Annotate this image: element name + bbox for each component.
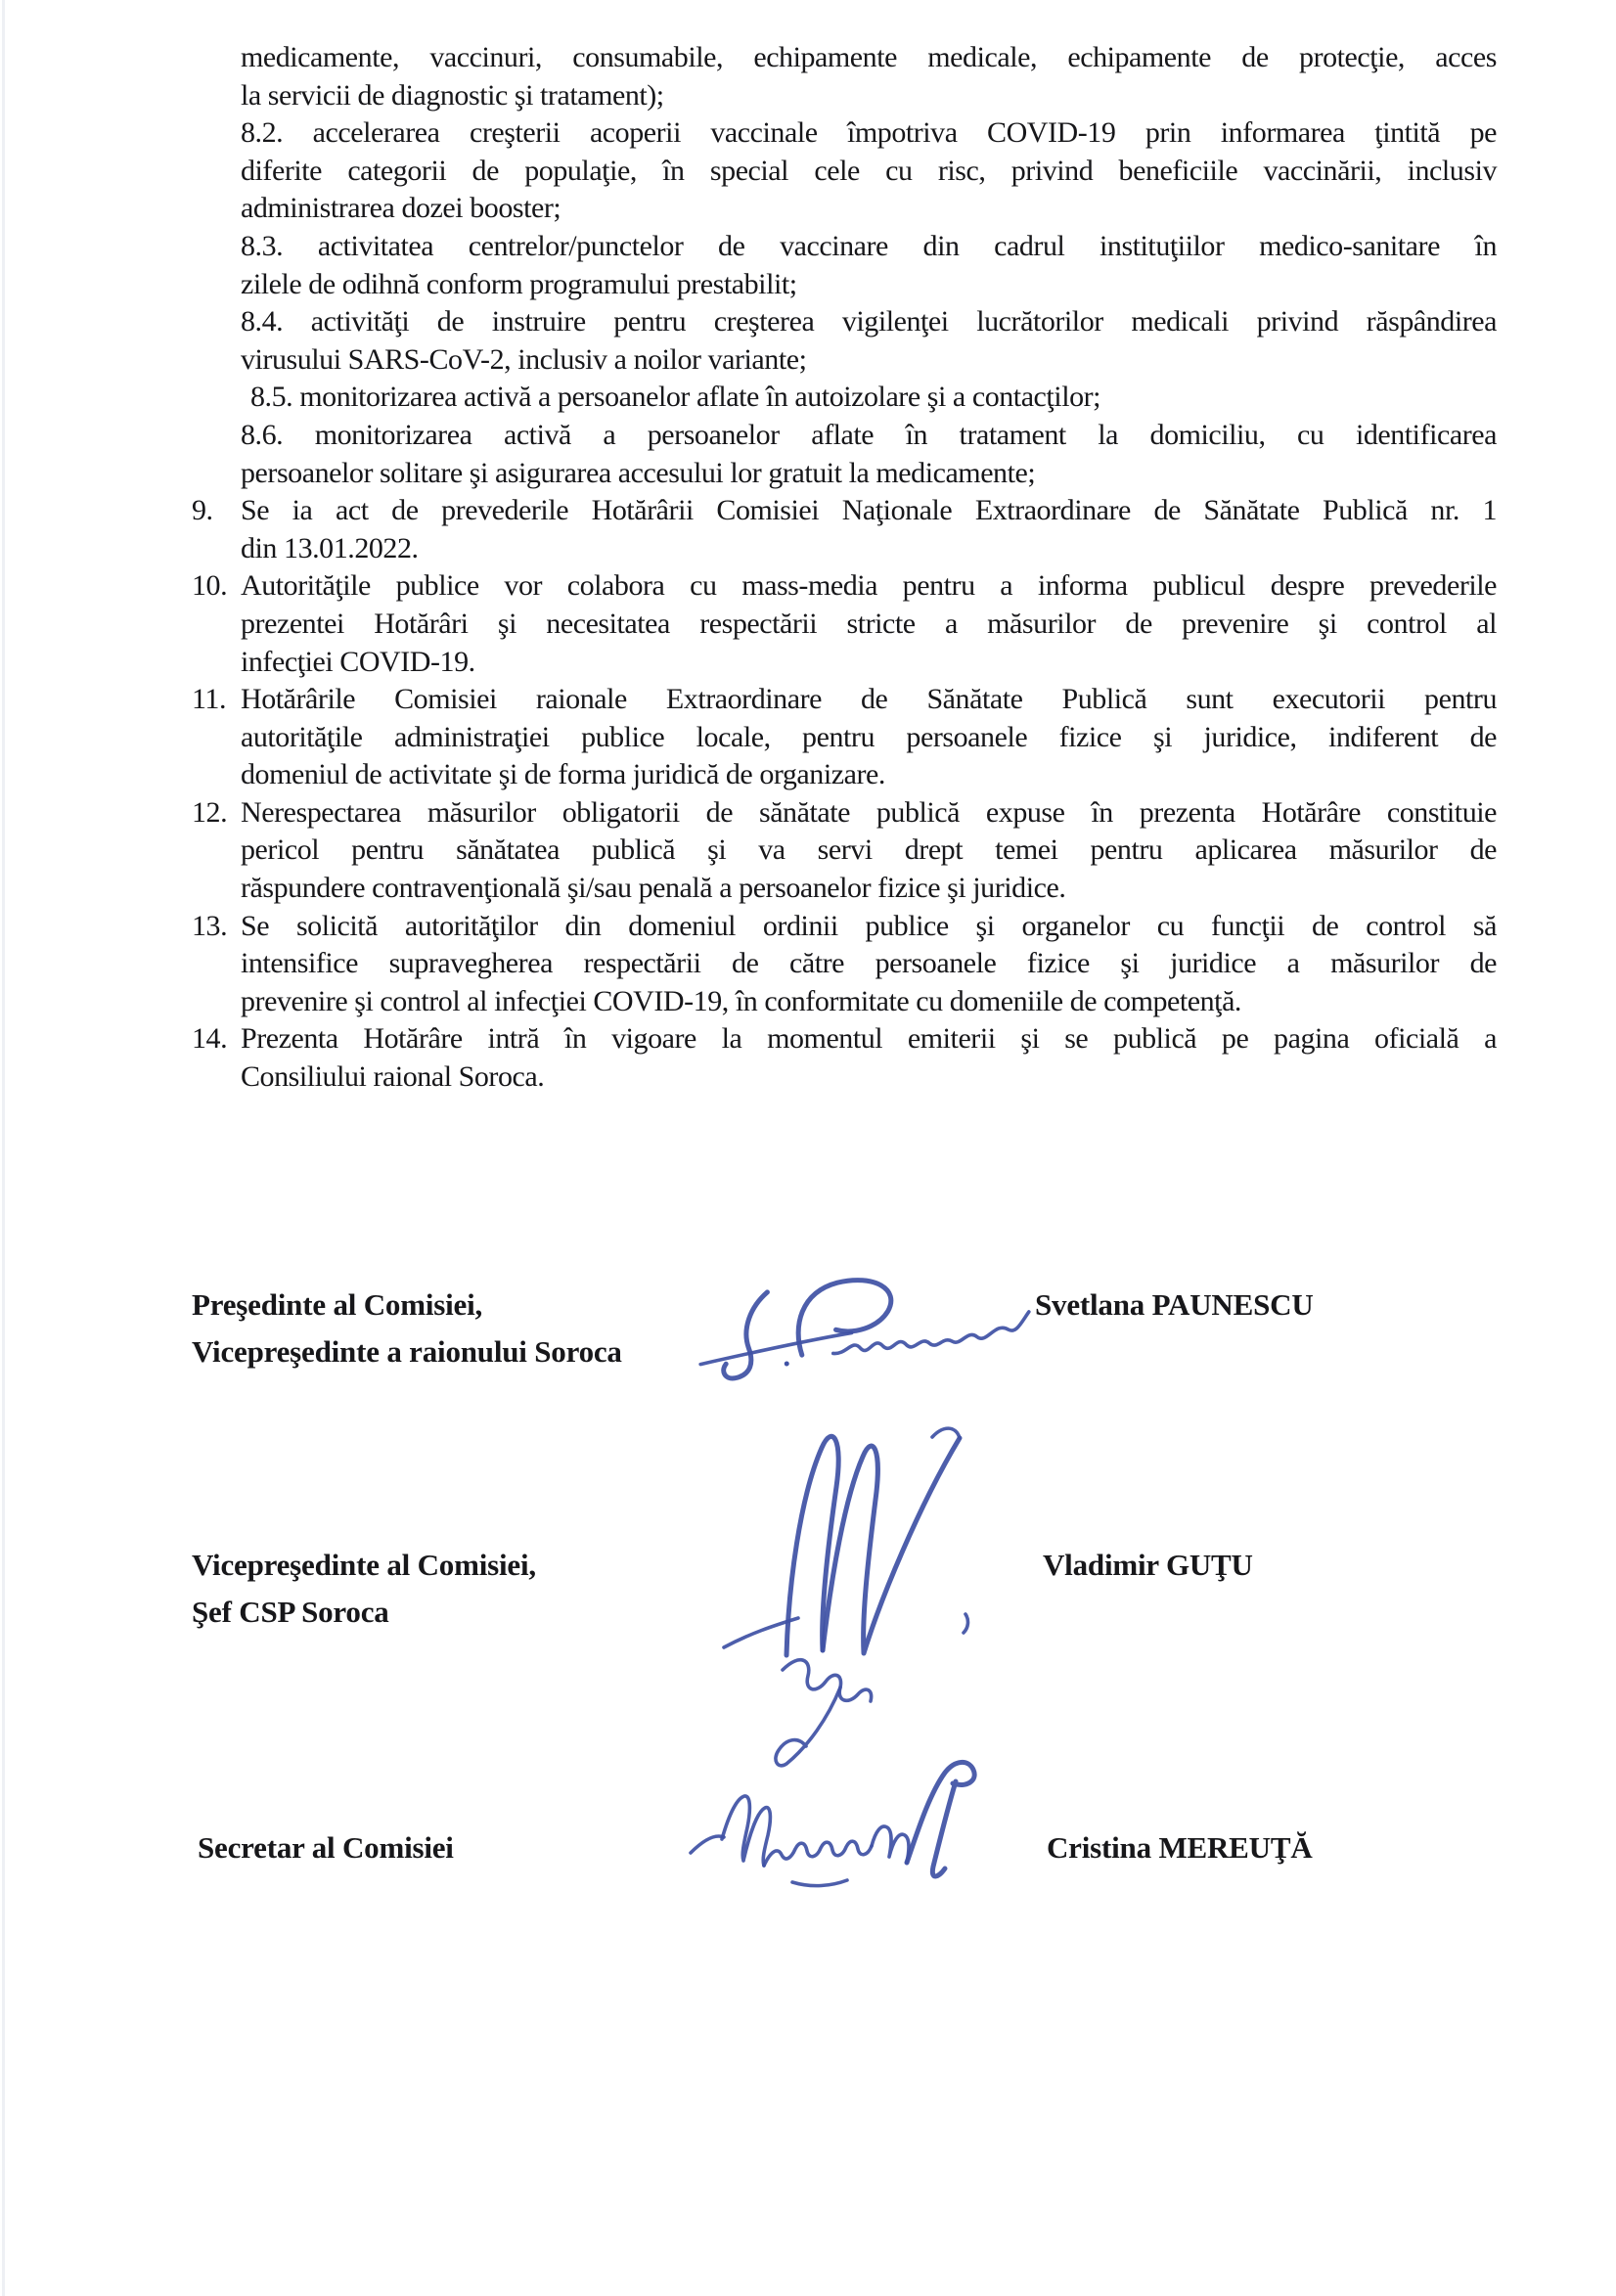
item-number: 8.4.: [241, 305, 284, 338]
item-number: 14.: [192, 1022, 228, 1056]
text-line: Se solicită autorităţilor din domeniul ordinii publice şi organelor cu funcţii de control să: [241, 909, 1497, 942]
item-number: 10.: [192, 569, 228, 603]
text-line: Consiliului raional Soroca.: [241, 1060, 545, 1094]
text-line: la servicii de diagnostic şi tratament);: [241, 78, 664, 112]
item-text: [241, 908, 1497, 1021]
signatory-name: Cristina MEREUŢĂ: [1047, 1830, 1313, 1865]
sub-item-8-4: [241, 303, 1497, 379]
text-line: [241, 114, 1497, 153]
text-line: virusului SARS-CoV-2, inclusiv a noilor variante;: [241, 342, 807, 376]
signature-block-1-titles: [192, 1282, 622, 1375]
text-line-body: monitorizarea activă a persoanelor aflate în tratament la domiciliu, cu identificarea: [314, 418, 1497, 451]
text-line: Prezenta Hotărâre intră în vigoare la momentul emiterii şi se publică pe pagina oficială a: [241, 1022, 1497, 1056]
text-line-body: monitorizarea activă a persoanelor aflate în autoizolare şi a contacţilor;: [299, 381, 1101, 414]
text-line: [241, 303, 1497, 341]
numbered-item-10: [192, 567, 1497, 681]
item-number: 8.2.: [241, 116, 284, 150]
numbered-item-12: [192, 794, 1497, 908]
signatory-title: Vicepreşedinte al Comisiei,: [192, 1548, 536, 1582]
text-line: prezentei Hotărâri şi necesitatea respectării stricte a măsurilor de prevenire şi control al: [241, 607, 1497, 640]
numbered-item-13: [192, 908, 1497, 1021]
text-line: domeniul de activitate şi de forma juridică de organizare.: [241, 758, 885, 791]
item-text: [241, 794, 1497, 908]
text-line-body: activităţi de instruire pentru creşterea vigilenţei lucrătorilor medicali privind răspândirea: [310, 305, 1497, 338]
signatory-name: Vladimir GUŢU: [1043, 1548, 1253, 1582]
text-line: diferite categorii de populaţie, în special cele cu risc, privind beneficiile vaccinării, inclusiv: [241, 154, 1497, 187]
text-line: Se ia act de prevederile Hotărârii Comisiei Naţionale Extraordinare de Sănătate Publică nr. 1: [241, 494, 1497, 527]
item-text: [241, 681, 1497, 794]
item-number: 8.6.: [241, 418, 284, 451]
document-body: [192, 39, 1497, 1097]
signature-block-3-titles: [198, 1824, 454, 1871]
sub-item-8-6: [241, 417, 1497, 492]
sub-item-8-3: [241, 228, 1497, 303]
item-text: [241, 567, 1497, 681]
text-line: [241, 417, 1497, 455]
signature-block-2-titles: [192, 1542, 536, 1636]
numbered-item-14: [192, 1020, 1497, 1096]
item-number: 9.: [192, 494, 213, 527]
text-line: administrarea dozei booster;: [241, 192, 561, 225]
text-line: zilele de odihnă conform programului prestabilit;: [241, 267, 797, 300]
item-number: 13.: [192, 909, 228, 942]
text-line: răspundere contravenţională şi/sau penală a persoanelor fizice şi juridice.: [241, 872, 1066, 905]
numbered-item-11: [192, 681, 1497, 794]
signatory-title: Şef CSP Soroca: [192, 1595, 389, 1629]
text-line: din 13.01.2022.: [241, 531, 419, 564]
item-number: 8.3.: [241, 229, 284, 262]
item-number: 8.5.: [250, 381, 293, 414]
numbered-item-9: [192, 492, 1497, 567]
text-line: Hotărârile Comisiei raionale Extraordinare de Sănătate Publică sunt executorii pentru: [241, 683, 1497, 716]
sub-item-8-2: [241, 114, 1497, 228]
text-line-body: accelerarea creşterii acoperii vaccinale împotriva COVID-19 prin informarea ţintită pe: [312, 116, 1497, 150]
item-number: 12.: [192, 795, 228, 829]
gutu-handwritten-signature: [714, 1411, 976, 1771]
text-line: intensifice supravegherea respectării de către persoanele fizice şi juridice a măsurilor de: [241, 947, 1497, 980]
item-number: 11.: [192, 683, 227, 716]
text-line: [250, 379, 1497, 417]
signatory-title: Secretar al Comisiei: [198, 1830, 454, 1865]
text-line: pericol pentru sănătatea publică şi va servi drept temei pentru aplicarea măsurilor de: [241, 833, 1497, 867]
text-line-body: activitatea centrelor/punctelor de vaccinare din cadrul instituţiilor medico-sanitare în: [317, 229, 1497, 262]
text-line: persoanelor solitare şi asigurarea accesului lor gratuit la medicamente;: [241, 456, 1036, 489]
text-line: autorităţile administraţiei publice locale, pentru persoanele fizice şi juridice, indiferent de: [241, 720, 1497, 753]
text-line: prevenire şi control al infecţiei COVID-19, în conformitate cu domeniile de competenţă.: [241, 984, 1241, 1017]
text-line: Autorităţile publice vor colabora cu mass-media pentru a informa publicul despre prevederile: [241, 569, 1497, 603]
text-line: [241, 228, 1497, 266]
paunescu-handwritten-signature: [682, 1253, 1038, 1387]
continuation-paragraph: [241, 39, 1497, 114]
text-line: Nerespectarea măsurilor obligatorii de sănătate publică expuse în prezenta Hotărâre constituie: [241, 795, 1497, 829]
item-text: [241, 1020, 1497, 1096]
item-text: [241, 492, 1497, 567]
text-line: infecţiei COVID-19.: [241, 645, 475, 678]
signatory-title: Preşedinte al Comisiei,: [192, 1287, 483, 1322]
text-line: medicamente, vaccinuri, consumabile, echipamente medicale, echipamente de protecţie, acces: [241, 41, 1497, 73]
signatory-title: Vicepreşedinte a raionului Soroca: [192, 1334, 622, 1369]
scan-edge-artifact: [2, 0, 5, 2296]
signatory-name: Svetlana PAUNESCU: [1035, 1287, 1314, 1322]
mereuta-handwritten-signature: [683, 1755, 994, 1892]
sub-item-8-5: [250, 379, 1497, 417]
